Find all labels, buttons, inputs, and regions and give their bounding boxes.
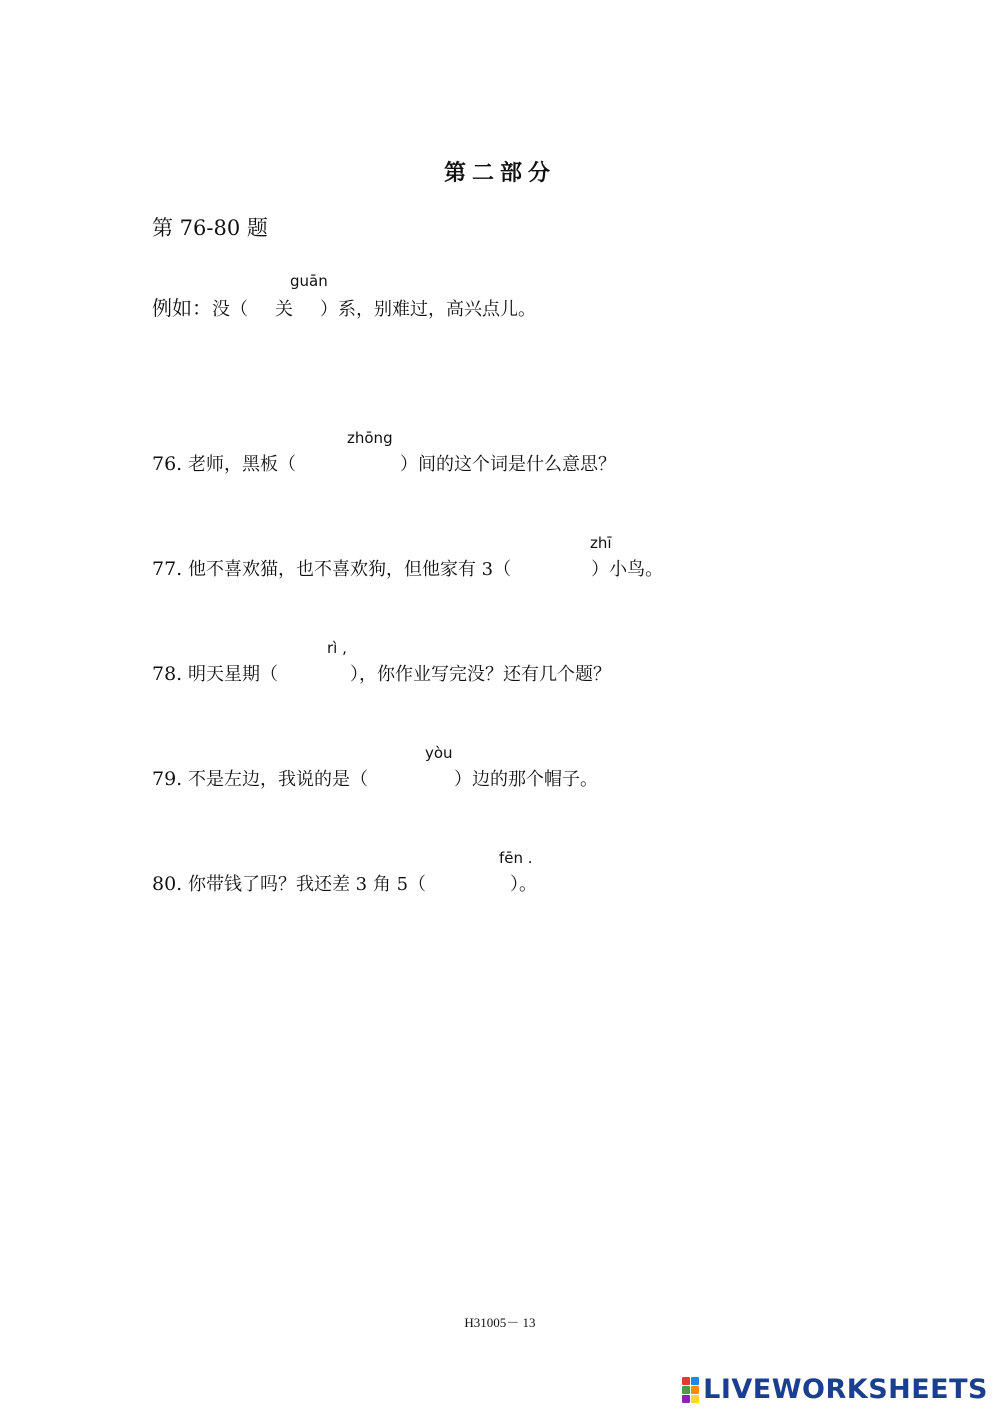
q76-before: 老师，黑板（ — [187, 454, 296, 475]
logo-square — [691, 1386, 699, 1394]
question-79 — [152, 765, 598, 792]
logo-mark-icon — [682, 1377, 699, 1403]
logo-square — [682, 1386, 690, 1394]
question-range: 第 76-80 题 — [152, 216, 268, 240]
example-pinyin: guān — [290, 272, 328, 290]
question-80 — [152, 870, 537, 897]
q80-pinyin: fēn . — [499, 849, 533, 867]
q78-answer-input[interactable] — [278, 663, 350, 687]
logo-text: LIVEWORKSHEETS — [703, 1374, 988, 1405]
example-label: 例如： — [152, 296, 212, 320]
q76-after: ）间的这个词是什么意思？ — [399, 454, 616, 475]
q78-before: 明天星期（ — [187, 664, 278, 685]
q77-before: 他不喜欢猫，也不喜欢狗，但他家有 3（ — [187, 559, 512, 580]
logo-square — [691, 1377, 699, 1385]
q79-after: ）边的那个帽子。 — [453, 769, 598, 790]
question-76 — [152, 450, 616, 477]
q77-after: ）小鸟。 — [591, 559, 664, 580]
q80-after: ）。 — [510, 874, 538, 895]
logo-square — [682, 1395, 690, 1403]
q80-number: 80. — [152, 873, 183, 895]
q78-after: ），你作业写完没？还有几个题？ — [349, 664, 611, 685]
example-answer: 关 — [275, 299, 293, 320]
question-77 — [152, 555, 663, 582]
q79-number: 79. — [152, 768, 183, 790]
q78-pinyin: rì , — [327, 639, 347, 657]
q77-answer-input[interactable] — [511, 558, 591, 582]
liveworksheets-logo — [682, 1374, 988, 1405]
q79-before: 不是左边，我说的是（ — [187, 769, 368, 790]
q76-answer-input[interactable] — [296, 453, 400, 477]
logo-square — [682, 1377, 690, 1385]
page-footer: H31005－ 13 — [464, 1315, 536, 1330]
section-title: 第二部分 — [443, 160, 556, 186]
q77-number: 77. — [152, 558, 183, 580]
logo-square — [691, 1395, 699, 1403]
q79-pinyin: yòu — [425, 744, 453, 762]
q77-pinyin: zhī — [590, 534, 612, 552]
question-78 — [152, 660, 611, 687]
q80-before: 你带钱了吗？我还差 3 角 5（ — [187, 874, 427, 895]
q80-answer-input[interactable] — [426, 873, 510, 897]
q76-number: 76. — [152, 453, 183, 475]
q78-number: 78. — [152, 663, 183, 685]
q76-pinyin: zhōng — [347, 429, 393, 447]
q79-answer-input[interactable] — [368, 768, 454, 792]
example-after: ）系，别难过，高兴点儿。 — [320, 299, 536, 320]
example-before: 没（ — [212, 299, 248, 320]
example-line — [152, 292, 536, 321]
